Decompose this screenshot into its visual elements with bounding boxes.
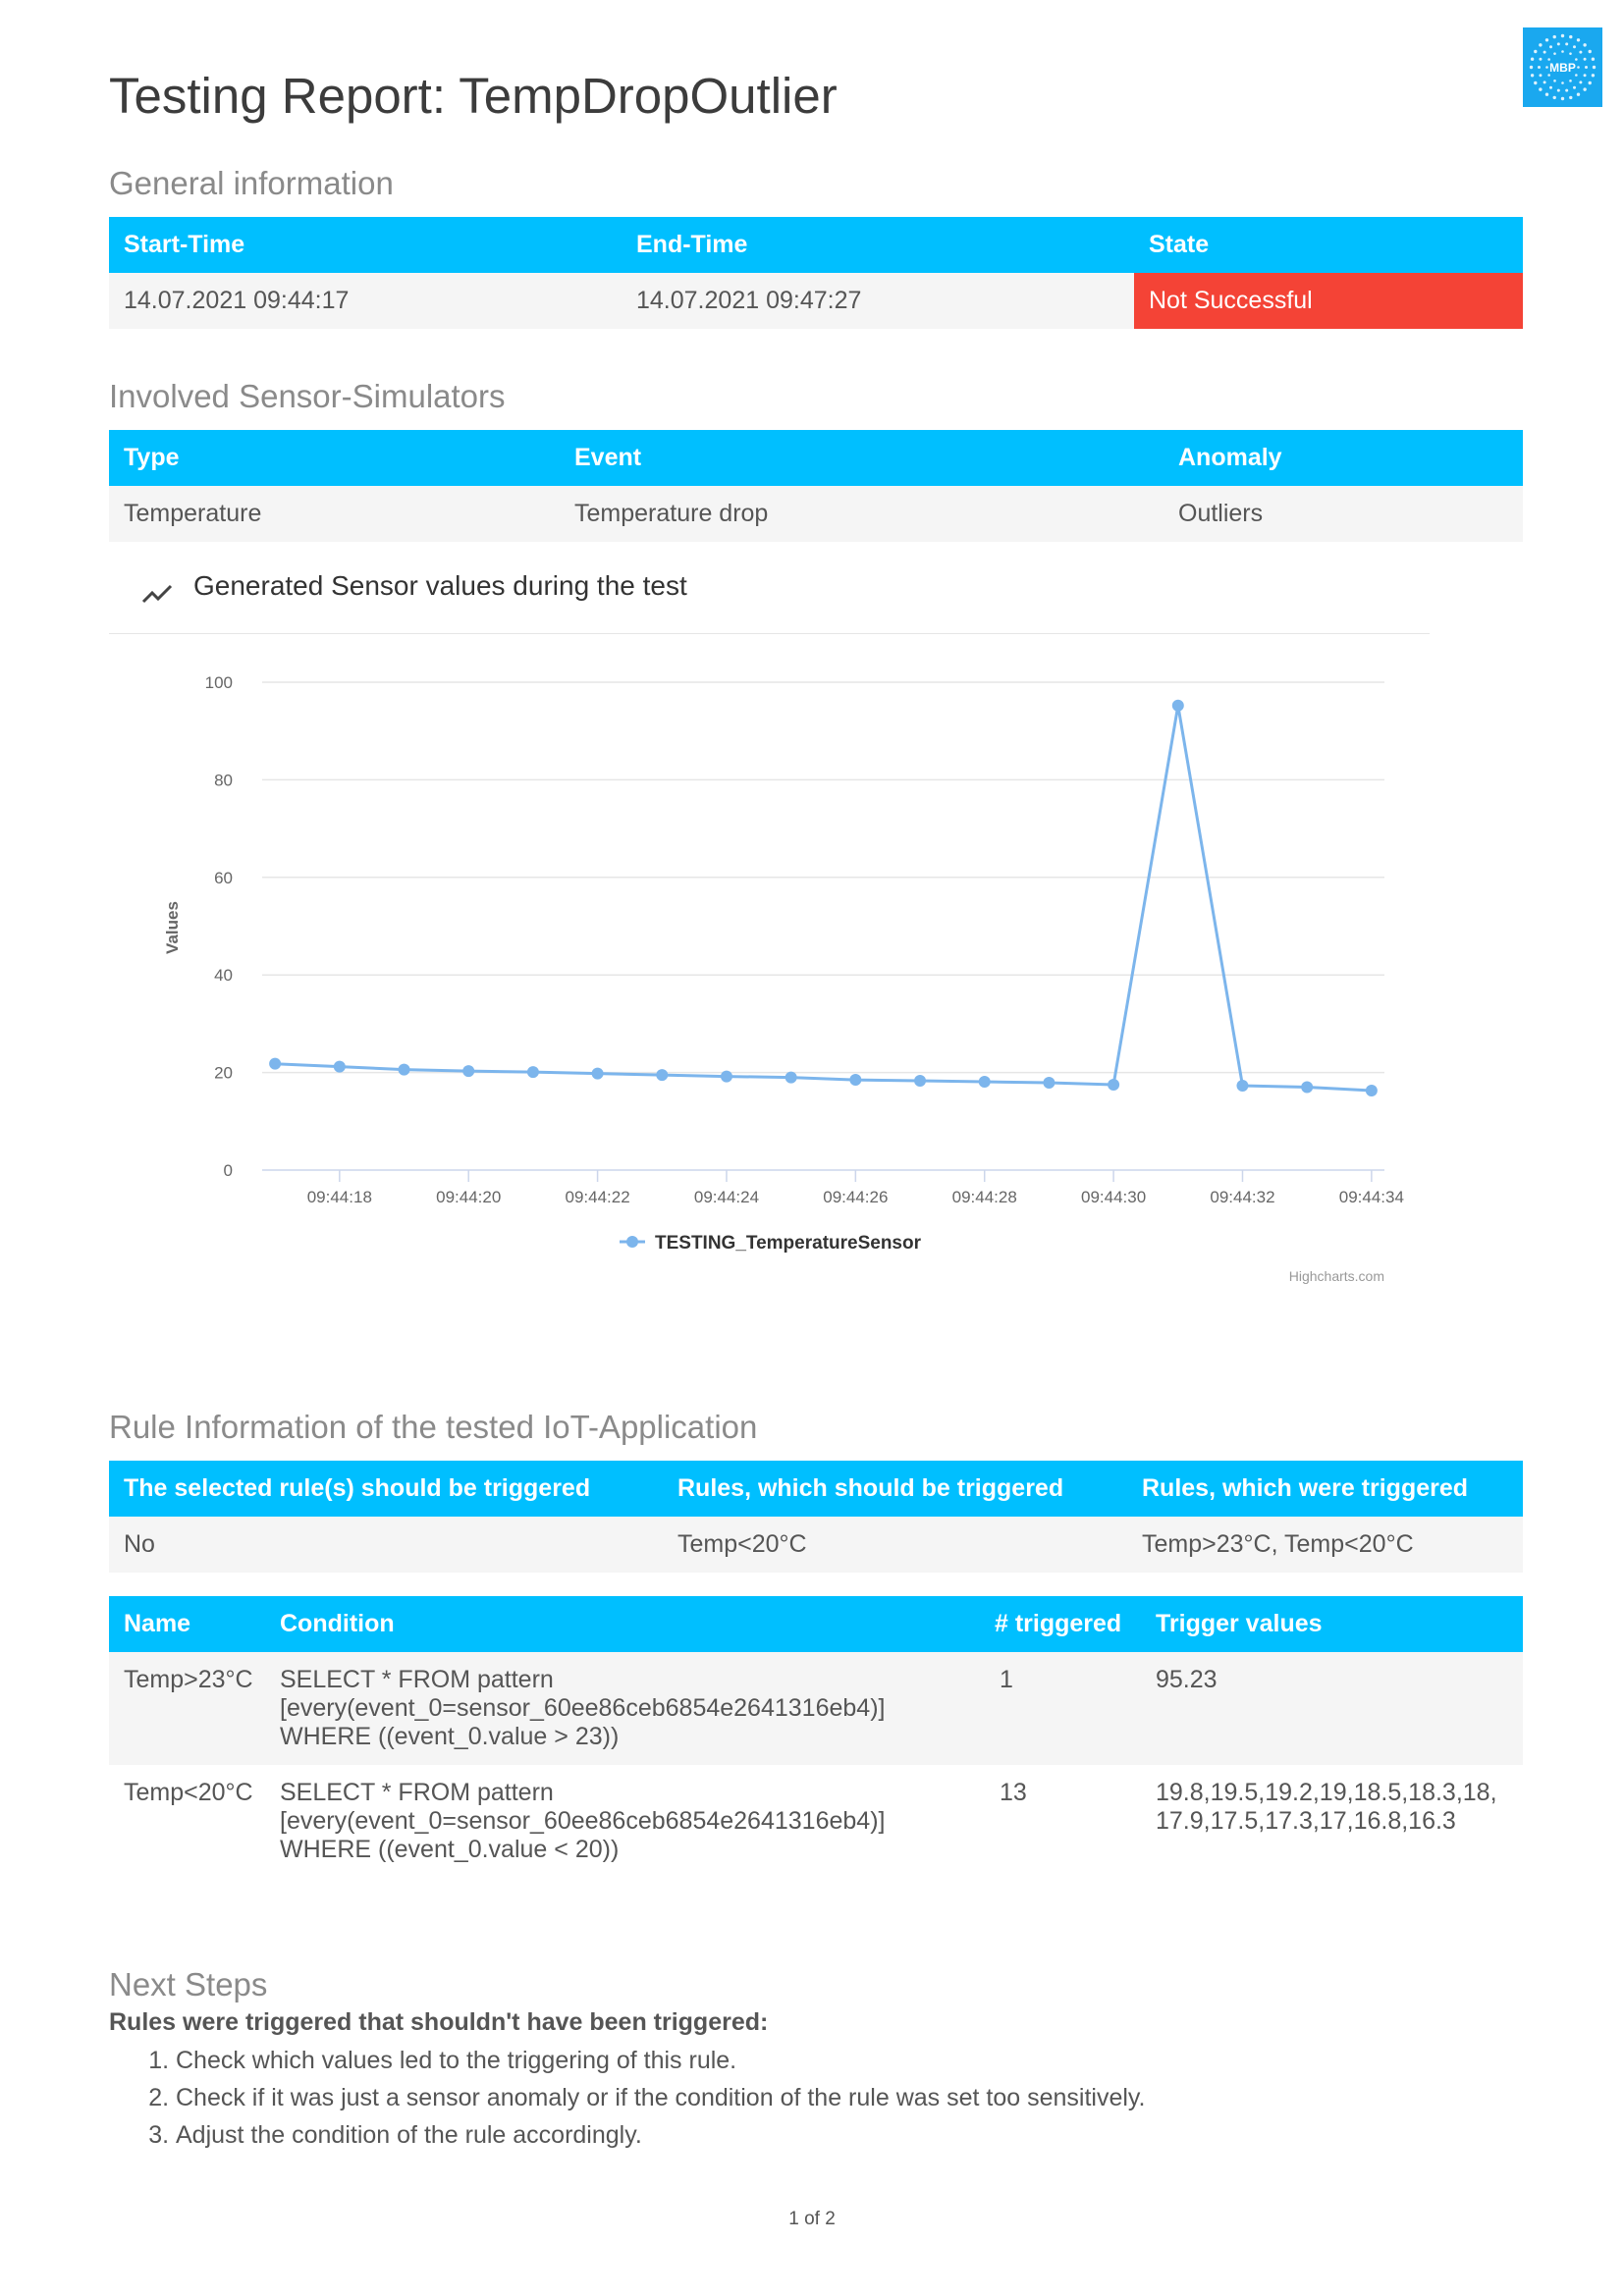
sensor-line-chart [109, 555, 1430, 1301]
header-should-trigger: The selected rule(s) should be triggered [109, 1461, 663, 1517]
data-point [592, 1068, 604, 1080]
x-tick-label: 09:44:22 [565, 1188, 630, 1206]
page-number: 1 of 2 [788, 2209, 836, 2229]
rules-should-value: Temp<20°C [663, 1517, 1127, 1573]
rules-were-value: Temp>23°C, Temp<20°C [1127, 1517, 1523, 1573]
simulators-table [109, 430, 1523, 542]
header-type: Type [109, 430, 560, 486]
general-section-title: General information [109, 165, 394, 201]
y-tick-label: 0 [223, 1161, 233, 1180]
list-item: 3. Adjust the condition of the rule accordingly. [176, 2116, 1146, 2154]
table-row [109, 1652, 1523, 1765]
rule-trigger-values: 19.8,19.5,19.2,19,18.5,18.3,18,17.9,17.5,17.3,17,16.8,16.3 [1141, 1765, 1523, 1878]
rule-triggered-count: 13 [985, 1765, 1141, 1878]
y-axis-title: Values [163, 901, 182, 954]
simulator-event: Temperature drop [560, 486, 1164, 542]
data-point [527, 1066, 539, 1078]
x-tick-label: 09:44:28 [951, 1188, 1017, 1206]
data-point [334, 1061, 346, 1073]
header-rules-were: Rules, which were triggered [1127, 1461, 1523, 1517]
header-triggered-count: # triggered [985, 1596, 1141, 1652]
x-tick-label: 09:44:34 [1338, 1188, 1404, 1206]
condition-line: SELECT * FROM pattern [280, 1779, 554, 1806]
x-tick-label: 09:44:32 [1210, 1188, 1275, 1206]
should-trigger-value: No [109, 1517, 663, 1573]
sensor-chart-panel [109, 555, 1430, 1301]
data-point [656, 1069, 668, 1081]
logo-text: MBP [1549, 61, 1576, 75]
rule-info-section-title: Rule Information of the tested IoT-Application [109, 1409, 758, 1445]
rule-name: Temp<20°C [109, 1765, 265, 1878]
simulators-section-title: Involved Sensor-Simulators [109, 378, 506, 414]
header-rules-should: Rules, which should be triggered [663, 1461, 1127, 1517]
rule-condition [265, 1652, 985, 1765]
condition-line: SELECT * FROM pattern [280, 1666, 554, 1693]
simulator-type: Temperature [109, 486, 560, 542]
data-point [979, 1076, 991, 1088]
data-point [1301, 1082, 1313, 1094]
rules-table [109, 1596, 1523, 1878]
state-badge: Not Successful [1134, 273, 1523, 329]
y-tick-label: 60 [214, 868, 233, 887]
next-steps-title: Next Steps [109, 1966, 268, 2002]
next-steps-subtitle: Rules were triggered that shouldn't have been triggered: [109, 2008, 769, 2036]
header-condition: Condition [265, 1596, 985, 1652]
series-line [275, 706, 1372, 1091]
table-row [109, 1765, 1523, 1878]
y-tick-label: 20 [214, 1063, 233, 1083]
data-point [399, 1064, 410, 1076]
data-point [721, 1071, 732, 1083]
header-trigger-values: Trigger values [1141, 1596, 1523, 1652]
rule-triggered-count: 1 [985, 1652, 1141, 1765]
rule-name: Temp>23°C [109, 1652, 265, 1765]
data-point [1172, 700, 1184, 712]
chart-title: Generated Sensor values during the test [193, 570, 687, 601]
simulator-anomaly: Outliers [1164, 486, 1523, 542]
y-tick-label: 40 [214, 966, 233, 986]
header-end-time: End-Time [622, 217, 1134, 273]
rule-condition [265, 1765, 985, 1878]
data-point [1108, 1079, 1119, 1091]
x-tick-label: 09:44:24 [693, 1188, 760, 1206]
list-item: 2. Check if it was just a sensor anomaly or if the condition of the rule was set too sensitively. [176, 2079, 1146, 2116]
header-event: Event [560, 430, 1164, 486]
x-tick-label: 09:44:18 [306, 1188, 372, 1206]
condition-line: WHERE ((event_0.value < 20)) [280, 1836, 620, 1863]
header-state: State [1134, 217, 1523, 273]
list-item: 1. Check which values led to the triggering of this rule. [176, 2042, 1146, 2079]
data-point [849, 1074, 861, 1086]
data-point [1043, 1077, 1055, 1089]
data-point [269, 1058, 281, 1070]
page-title: Testing Report: TempDropOutlier [109, 68, 838, 124]
condition-line: WHERE ((event_0.value > 23)) [280, 1723, 620, 1750]
general-table [109, 217, 1523, 329]
start-time-value: 14.07.2021 09:44:17 [109, 273, 622, 329]
mbp-logo [1523, 27, 1602, 107]
legend-marker [626, 1236, 638, 1248]
rule-trigger-values: 95.23 [1141, 1652, 1523, 1765]
header-name: Name [109, 1596, 265, 1652]
next-steps-list [109, 2042, 1146, 2154]
y-tick-label: 80 [214, 771, 233, 790]
x-tick-label: 09:44:26 [823, 1188, 889, 1206]
rule-info-table [109, 1461, 1523, 1573]
condition-line: [every(event_0=sensor_60ee86ceb6854e2641316eb4)] [280, 1694, 886, 1722]
y-tick-label: 100 [204, 673, 233, 692]
chart-credits: Highcharts.com [1288, 1268, 1384, 1284]
end-time-value: 14.07.2021 09:47:27 [622, 273, 1134, 329]
data-point [1236, 1080, 1248, 1092]
condition-line: [every(event_0=sensor_60ee86ceb6854e2641316eb4)] [280, 1807, 886, 1835]
x-tick-label: 09:44:20 [436, 1188, 502, 1206]
data-point [462, 1065, 474, 1077]
data-point [1366, 1085, 1378, 1096]
header-start-time: Start-Time [109, 217, 622, 273]
legend-label: TESTING_TemperatureSensor [655, 1233, 922, 1254]
data-point [785, 1072, 797, 1084]
logo-graphic [1523, 27, 1602, 107]
data-point [914, 1075, 926, 1087]
x-tick-label: 09:44:30 [1081, 1188, 1147, 1206]
header-anomaly: Anomaly [1164, 430, 1523, 486]
